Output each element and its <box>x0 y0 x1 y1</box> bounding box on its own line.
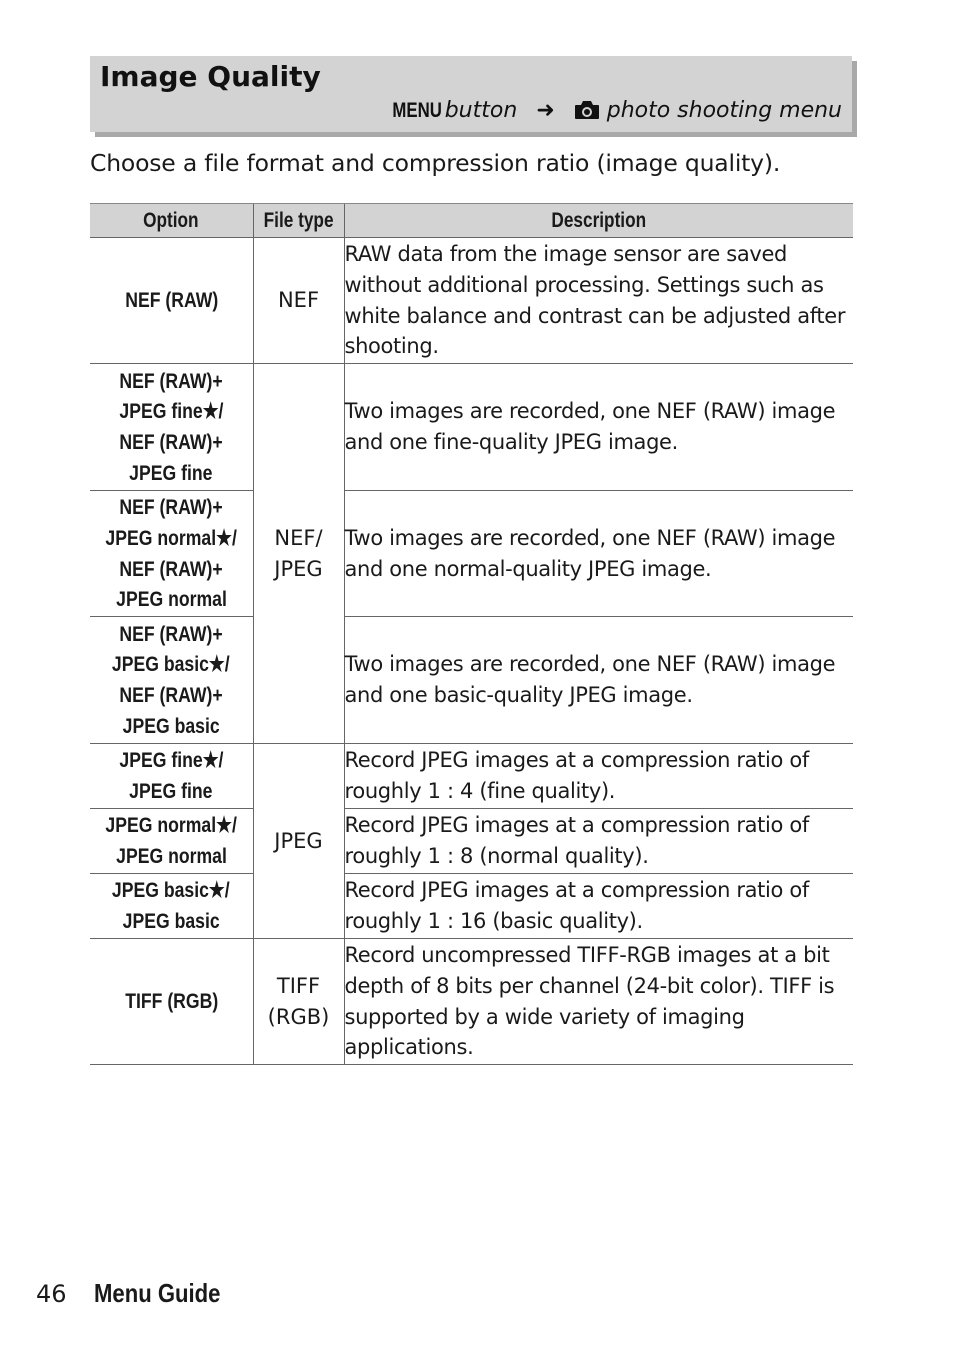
page-footer <box>36 1278 242 1309</box>
file-type-cell: JPEG <box>253 744 344 939</box>
table-row <box>90 617 853 744</box>
table-header-row <box>90 204 853 238</box>
option-cell: JPEG fine★/ JPEG fine <box>90 744 253 809</box>
header-option: Option <box>90 204 253 238</box>
option-cell: TIFF (RGB) <box>90 939 253 1065</box>
menu-path <box>380 98 842 126</box>
option-cell: NEF (RAW)+ JPEG basic★/ NEF (RAW)+ JPEG basic <box>90 617 253 744</box>
description-cell: Record JPEG images at a compression ratio of roughly 1 : 4 (fine quality). <box>344 744 853 809</box>
description-cell: Record uncompressed TIFF-RGB images at a bit depth of 8 bits per channel (24-bit color). TIFF is supported by a wide variety of imaging applications. <box>344 939 853 1065</box>
table-row <box>90 364 853 491</box>
option-cell: NEF (RAW)+ JPEG normal★/ NEF (RAW)+ JPEG normal <box>90 491 253 617</box>
section-name: Menu Guide <box>93 1278 221 1308</box>
header-description: Description <box>344 204 853 238</box>
description-cell: Two images are recorded, one NEF (RAW) image and one basic-quality JPEG image. <box>344 617 853 744</box>
page-number: 46 <box>36 1280 67 1308</box>
menu-name: photo shooting menu <box>606 98 842 123</box>
button-label: button <box>444 98 518 123</box>
table-row <box>90 491 853 617</box>
table-row <box>90 238 853 364</box>
option-cell: NEF (RAW) <box>90 238 253 364</box>
camera-icon <box>574 100 600 126</box>
table-row <box>90 939 853 1065</box>
arrow-icon: ➜ <box>536 98 555 123</box>
table-row <box>90 809 853 874</box>
description-cell: Two images are recorded, one NEF (RAW) image and one normal-quality JPEG image. <box>344 491 853 617</box>
section-header <box>90 56 852 132</box>
intro-text: Choose a file format and compression ratio (image quality). <box>90 149 781 177</box>
option-cell: NEF (RAW)+ JPEG fine★/ NEF (RAW)+ JPEG fine <box>90 364 253 491</box>
table-row <box>90 874 853 939</box>
description-cell: RAW data from the image sensor are saved without additional processing. Settings such as white balance and contrast can be adjusted after shooting. <box>344 238 853 364</box>
description-cell: Record JPEG images at a compression ratio of roughly 1 : 16 (basic quality). <box>344 874 853 939</box>
option-cell: JPEG basic★/ JPEG basic <box>90 874 253 939</box>
description-cell: Record JPEG images at a compression ratio of roughly 1 : 8 (normal quality). <box>344 809 853 874</box>
file-type-cell: NEF <box>253 238 344 364</box>
image-quality-table <box>90 203 853 1065</box>
description-cell: Two images are recorded, one NEF (RAW) image and one fine-quality JPEG image. <box>344 364 853 491</box>
option-cell: JPEG normal★/ JPEG normal <box>90 809 253 874</box>
header-file-type: File type <box>253 204 344 238</box>
file-type-cell: TIFF (RGB) <box>253 939 344 1065</box>
table-row <box>90 744 853 809</box>
menu-key-label: MENU <box>392 99 442 122</box>
page-title: Image Quality <box>100 60 321 93</box>
file-type-cell: NEF/ JPEG <box>253 364 344 744</box>
